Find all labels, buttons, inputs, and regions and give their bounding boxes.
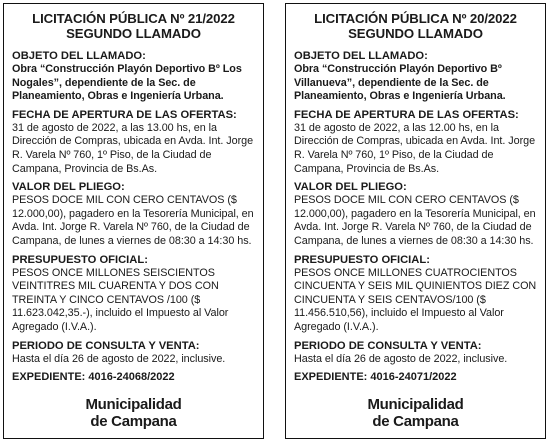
objeto-heading: OBJETO DEL LLAMADO: xyxy=(294,50,428,62)
valor-heading: VALOR DEL PLIEGO: xyxy=(294,181,407,194)
presupuesto-text: PESOS ONCE MILLONES SEISCIENTOS VEINTITRES MIL CUARENTA Y DOS CON TREINTA Y CINCO CENTAVOS /100 ($ 11.623.042,35.-), incluido el Impuesto al Valor Agregado (I.V.A.). xyxy=(12,266,229,333)
valor-heading: VALOR DEL PLIEGO: xyxy=(12,181,125,194)
notice-title-call: SEGUNDO LLAMADO xyxy=(348,26,483,41)
logo-line-2: de Campana xyxy=(372,413,459,430)
notice-title xyxy=(12,11,255,41)
notice-licitacion-21 xyxy=(3,3,264,439)
notice-licitacion-20 xyxy=(285,3,546,439)
notice-title-call: SEGUNDO LLAMADO xyxy=(66,26,201,41)
objeto-text: Obra “Construcción Playón Deportivo Bº Los Nogales”, dependiente de la Sec. de Planeamiento, Obras e Ingeniería Urbana. xyxy=(12,63,242,103)
periodo-text: Hasta el día 26 de agosto de 2022, inclusive. xyxy=(12,352,226,365)
presupuesto-heading: PRESUPUESTO OFICIAL: xyxy=(294,253,430,266)
fecha-text: 31 de agosto de 2022, a las 13.00 hs, en la Dirección de Compras, ubicada en Avda. Int. Jorge R. Varela Nº 760, 1º Piso, de la Ciudad de Campana, Provincia de Bs.As. xyxy=(12,121,254,175)
municipalidad-logo xyxy=(286,396,545,430)
expediente-number: EXPEDIENTE: 4016-24068/2022 xyxy=(12,371,175,384)
periodo-heading: PERIODO DE CONSULTA Y VENTA: xyxy=(294,339,482,352)
notice-title-number: LICITACIÓN PÚBLICA Nº 20/2022 xyxy=(314,11,517,26)
notice-title xyxy=(294,11,537,41)
valor-text: PESOS DOCE MIL CON CERO CENTAVOS ($ 12.000,00), pagadero en la Tesorería Municipal, en Avda. Int. Jorge R. Varela Nº 760, de la Ciudad de Campana, de lunes a viernes de 08:30 a 14:30 hs. xyxy=(12,194,254,247)
periodo-text: Hasta el día 26 de agosto de 2022, inclusive. xyxy=(294,352,508,365)
presupuesto-heading: PRESUPUESTO OFICIAL: xyxy=(12,253,148,266)
fecha-heading: FECHA DE APERTURA DE LAS OFERTAS: xyxy=(12,108,237,121)
objeto-heading: OBJETO DEL LLAMADO: xyxy=(12,50,146,62)
fecha-text: 31 de agosto de 2022, a las 12.00 hs, en la Dirección de Compras, ubicada en Avda. Int. Jorge R. Varela Nº 760, 1º Piso, de la Ciudad de Campana, Provincia de Bs.As. xyxy=(294,121,536,175)
logo-line-1: Municipalidad xyxy=(85,396,182,413)
periodo-heading: PERIODO DE CONSULTA Y VENTA: xyxy=(12,339,200,352)
expediente-number: EXPEDIENTE: 4016-24071/2022 xyxy=(294,371,457,384)
notice-title-number: LICITACIÓN PÚBLICA Nº 21/2022 xyxy=(32,11,235,26)
objeto-text: Obra “Construcción Playón Deportivo Bº Villanueva”, dependiente de la Sec. de Planeamiento, Obras e Ingeniería Urbana. xyxy=(294,63,506,103)
valor-text: PESOS DOCE MIL CON CERO CENTAVOS ($ 12.000,00), pagadero en la Tesorería Municipal, en Avda. Int. Jorge R. Varela Nº 760, de la Ciudad de Campana, de lunes a viernes de 08:30 a 14:30 hs. xyxy=(294,194,536,247)
logo-line-2: de Campana xyxy=(90,413,177,430)
municipalidad-logo xyxy=(4,396,263,430)
logo-line-1: Municipalidad xyxy=(367,396,464,413)
fecha-heading: FECHA DE APERTURA DE LAS OFERTAS: xyxy=(294,108,519,121)
presupuesto-text: PESOS ONCE MILLONES CUATROCIENTOS CINCUENTA Y SEIS MIL QUINIENTOS DIEZ CON CINCUENTA Y SEIS CENTAVOS/100 ($ 11.456.510,56), incluido el Impuesto al Valor Agregado (I.V.A.). xyxy=(294,266,537,333)
